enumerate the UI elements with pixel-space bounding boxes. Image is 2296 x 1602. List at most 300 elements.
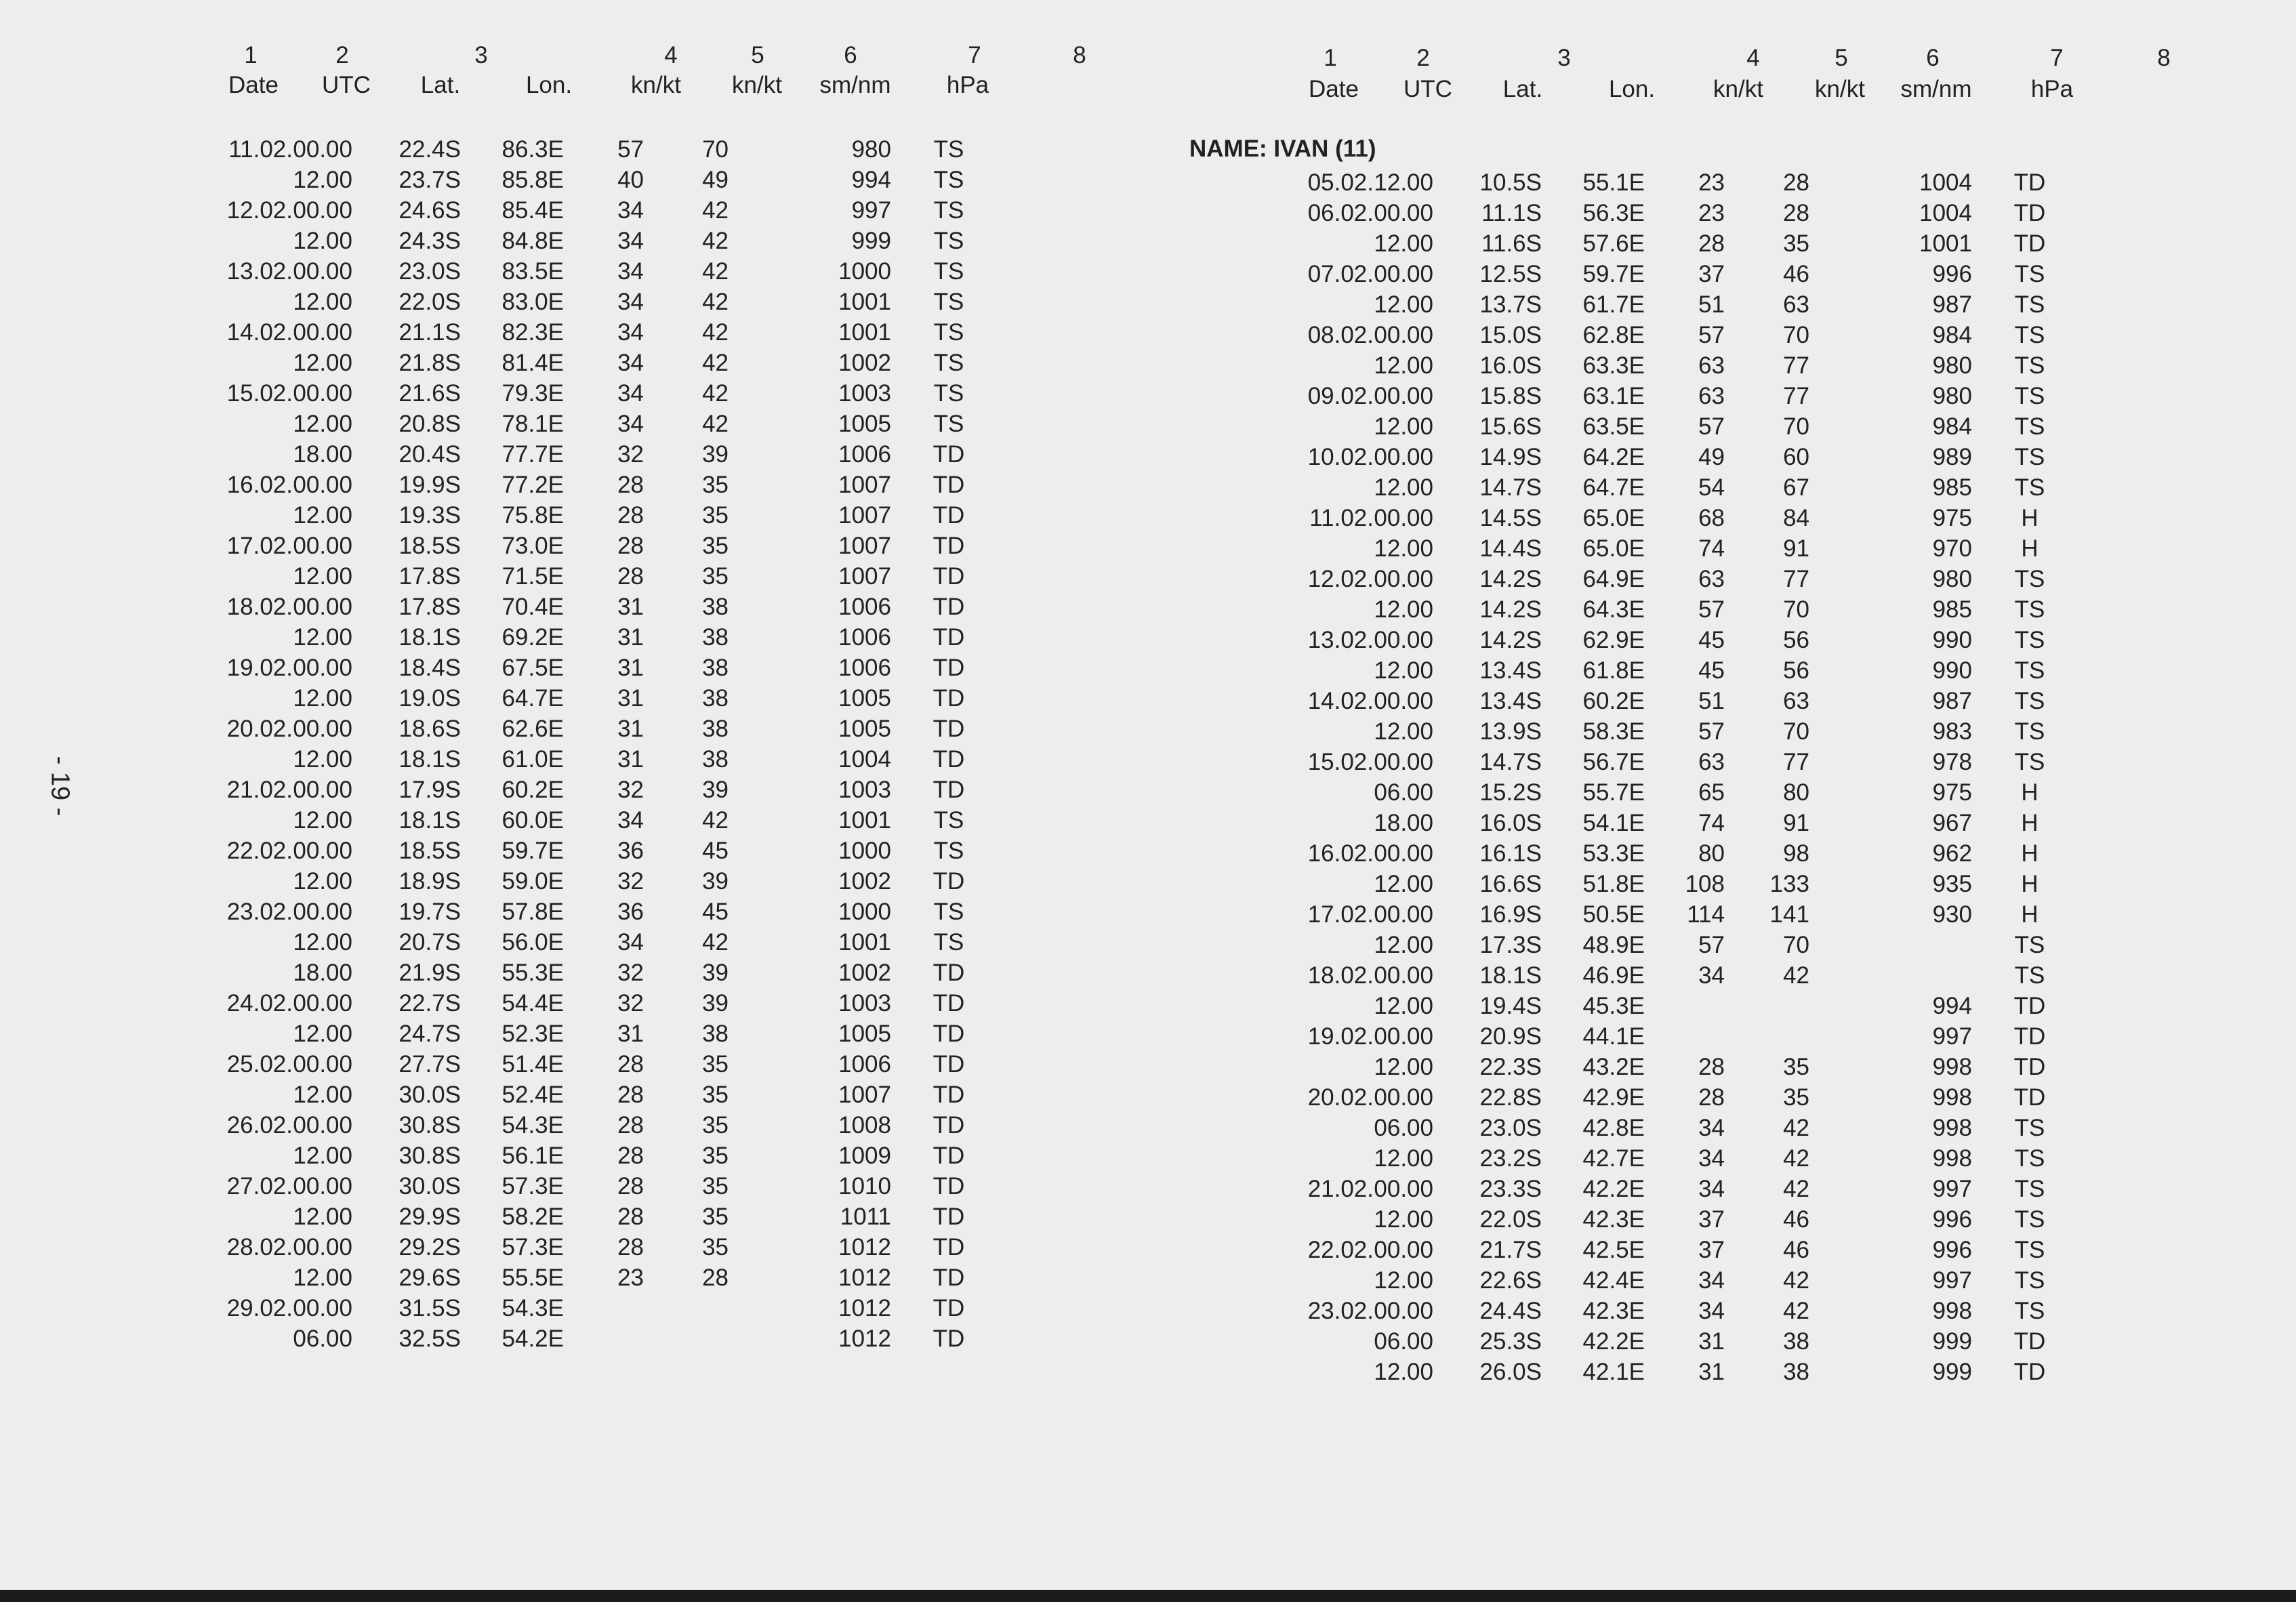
speed-cell: 51 — [1698, 291, 1725, 318]
pressure-cell: 998 — [1932, 1053, 1972, 1080]
right-col-num-7: 7 — [2050, 45, 2064, 71]
lat-cell: 17.8S — [398, 593, 461, 620]
lat-cell: 30.8S — [398, 1111, 461, 1138]
gust-cell: 35 — [702, 501, 729, 529]
lat-cell: 15.2S — [1479, 779, 1542, 806]
date-cell: 21.02. — [226, 776, 293, 803]
gust-cell: 42 — [1783, 1267, 1809, 1294]
pressure-cell: 1002 — [838, 959, 891, 986]
pressure-cell: 1005 — [838, 684, 891, 712]
gust-cell: 35 — [702, 471, 729, 498]
table-row — [210, 348, 1006, 378]
gust-cell: 35 — [702, 1111, 729, 1138]
gust-cell: 70 — [1783, 413, 1809, 440]
speed-cell: 57 — [1698, 931, 1725, 958]
pressure-cell: 1002 — [838, 349, 891, 376]
speed-cell: 34 — [1698, 1175, 1725, 1202]
pressure-cell: 989 — [1932, 443, 1972, 470]
lat-cell: 31.5S — [398, 1294, 461, 1321]
gust-cell: 35 — [702, 1081, 729, 1108]
utc-cell: 12.00 — [293, 745, 352, 773]
date-cell — [1291, 472, 1374, 503]
pressure-cell: 1001 — [1919, 230, 1972, 257]
speed-cell: 57 — [1698, 718, 1725, 745]
class-cell: TS — [2014, 596, 2045, 623]
gust-cell: 45 — [702, 837, 729, 864]
table-row — [1291, 1265, 2087, 1296]
lon-cell: 50.5E — [1582, 901, 1645, 928]
date-cell — [210, 226, 293, 256]
lon-cell: 63.1E — [1582, 382, 1645, 409]
lat-cell: 21.7S — [1479, 1236, 1542, 1263]
speed-cell: 37 — [1698, 1206, 1725, 1233]
date-cell — [1291, 869, 1374, 899]
speed-cell — [1645, 991, 1725, 1021]
speed-cell: 31 — [1698, 1328, 1725, 1355]
table-row — [210, 1202, 1006, 1232]
pressure-cell: 975 — [1932, 504, 1972, 531]
class-cell: TD — [932, 1325, 965, 1352]
pressure-cell: 1006 — [838, 654, 891, 681]
lon-cell: 63.3E — [1582, 352, 1645, 379]
gust-cell: 42 — [702, 288, 729, 315]
utc-cell: 12.00 — [293, 1264, 352, 1291]
class-cell: TD — [2013, 1328, 2046, 1355]
gust-cell: 35 — [1783, 230, 1809, 257]
gust-cell: 42 — [702, 349, 729, 376]
utc-cell: 00.00 — [1374, 504, 1433, 531]
lat-cell: 16.0S — [1479, 809, 1542, 836]
lat-cell: 22.6S — [1479, 1267, 1542, 1294]
lon-cell: 52.4E — [501, 1081, 564, 1108]
class-cell: TS — [2014, 1175, 2045, 1202]
lat-cell: 17.8S — [398, 562, 461, 590]
speed-cell: 34 — [617, 258, 644, 285]
table-row — [1291, 777, 2087, 808]
lon-cell: 62.9E — [1582, 626, 1645, 653]
pressure-cell: 1001 — [838, 928, 891, 956]
speed-cell: 31 — [617, 1020, 644, 1047]
date-cell: 05.02. — [1307, 169, 1374, 196]
lat-cell: 18.9S — [398, 867, 461, 895]
utc-cell: 00.00 — [293, 898, 352, 925]
speed-cell: 65 — [1698, 779, 1725, 806]
speed-cell: 45 — [1698, 626, 1725, 653]
utc-cell: 12.00 — [1374, 992, 1433, 1019]
pressure-cell: 1001 — [838, 319, 891, 346]
gust-cell — [644, 1293, 729, 1323]
class-cell: TD — [2013, 169, 2046, 196]
table-row — [1291, 625, 2087, 655]
pressure-cell: 1001 — [838, 806, 891, 834]
gust-cell: 38 — [702, 1020, 729, 1047]
right-unit-gust-kn: kn/kt — [1815, 76, 1865, 102]
lat-cell: 20.4S — [398, 440, 461, 468]
class-cell: TS — [2014, 626, 2045, 653]
lon-cell: 55.7E — [1582, 779, 1645, 806]
lat-cell: 29.2S — [398, 1233, 461, 1260]
lat-cell: 19.0S — [398, 684, 461, 712]
table-row — [1291, 991, 2087, 1021]
utc-cell: 00.00 — [293, 776, 352, 803]
speed-cell: 68 — [1698, 504, 1725, 531]
date-cell — [210, 622, 293, 653]
gust-cell: 38 — [1783, 1358, 1809, 1385]
lon-cell: 64.2E — [1582, 443, 1645, 470]
class-cell: TD — [932, 1172, 965, 1199]
table-row — [210, 1323, 1006, 1354]
class-cell: TS — [2014, 321, 2045, 348]
utc-cell: 18.00 — [293, 959, 352, 986]
date-cell: 14.02. — [226, 319, 293, 346]
utc-cell: 00.00 — [293, 989, 352, 1016]
lat-cell: 16.6S — [1479, 870, 1542, 897]
date-cell: 27.02. — [226, 1172, 293, 1199]
lat-cell: 27.7S — [398, 1050, 461, 1077]
table-row — [210, 1049, 1006, 1080]
utc-cell: 18.00 — [1374, 809, 1433, 836]
lon-cell: 85.8E — [501, 166, 564, 193]
class-cell: H — [2021, 840, 2038, 867]
pressure-cell: 998 — [1932, 1084, 1972, 1111]
pressure-cell: 1012 — [838, 1325, 891, 1352]
table-row — [1291, 838, 2087, 869]
date-cell — [210, 927, 293, 958]
pressure-cell: 1003 — [838, 776, 891, 803]
date-cell: 07.02. — [1307, 260, 1374, 287]
pressure-cell: 997 — [1932, 1267, 1972, 1294]
lon-cell: 56.7E — [1582, 748, 1645, 775]
table-row — [1291, 411, 2087, 442]
utc-cell: 00.00 — [293, 197, 352, 224]
date-cell — [1291, 991, 1374, 1021]
lat-cell: 30.0S — [398, 1081, 461, 1108]
utc-cell: 00.00 — [1374, 260, 1433, 287]
table-row — [1291, 259, 2087, 289]
gust-cell: 35 — [702, 1233, 729, 1260]
left-unit-lat: Lat. — [420, 72, 461, 98]
speed-cell: 32 — [617, 440, 644, 468]
utc-cell: 12.00 — [1374, 718, 1433, 745]
class-cell: TD — [932, 684, 965, 712]
utc-cell: 06.00 — [293, 1325, 352, 1352]
speed-cell: 28 — [617, 471, 644, 498]
lat-cell: 23.2S — [1479, 1145, 1542, 1172]
utc-cell: 12.00 — [293, 928, 352, 956]
table-row — [1291, 1052, 2087, 1082]
pressure-cell: 980 — [1932, 352, 1972, 379]
date-cell — [210, 561, 293, 592]
gust-cell: 42 — [702, 258, 729, 285]
date-cell: 28.02. — [226, 1233, 293, 1260]
speed-cell: 34 — [1698, 1267, 1725, 1294]
class-cell: TD — [2013, 1084, 2046, 1111]
date-cell: 21.02. — [1307, 1175, 1374, 1202]
date-cell — [1291, 777, 1374, 808]
date-cell — [1291, 808, 1374, 838]
lon-cell: 61.7E — [1582, 291, 1645, 318]
pressure-cell: 996 — [1932, 1236, 1972, 1263]
speed-cell: 36 — [617, 837, 644, 864]
left-unit-pressure: hPa — [946, 72, 989, 98]
utc-cell: 00.00 — [293, 1172, 352, 1199]
storm-name: NAME: IVAN (11) — [1189, 136, 1376, 162]
lat-cell: 21.6S — [398, 379, 461, 407]
gust-cell: 35 — [1783, 1053, 1809, 1080]
gust-cell: 84 — [1783, 504, 1809, 531]
table-row — [1291, 1235, 2087, 1265]
class-cell: TS — [933, 837, 964, 864]
pressure-cell: 930 — [1932, 901, 1972, 928]
gust-cell: 35 — [702, 532, 729, 559]
lon-cell: 67.5E — [501, 654, 564, 681]
speed-cell: 40 — [617, 166, 644, 193]
utc-cell: 00.00 — [293, 837, 352, 864]
date-cell: 10.02. — [1307, 443, 1374, 470]
class-cell: TD — [932, 593, 965, 620]
utc-cell: 12.00 — [1374, 870, 1433, 897]
lon-cell: 54.4E — [501, 989, 564, 1016]
speed-cell: 51 — [1698, 687, 1725, 714]
table-row — [1291, 1326, 2087, 1357]
speed-cell: 49 — [1698, 443, 1725, 470]
table-row — [210, 256, 1006, 287]
lon-cell: 56.3E — [1582, 199, 1645, 226]
table-row — [210, 317, 1006, 348]
table-row — [1291, 564, 2087, 594]
lat-cell: 18.1S — [1479, 962, 1542, 989]
lat-cell: 13.9S — [1479, 718, 1542, 745]
class-cell: H — [2021, 504, 2038, 531]
utc-cell: 00.00 — [293, 379, 352, 407]
lon-cell: 60.2E — [501, 776, 564, 803]
right-col-num-2: 2 — [1416, 45, 1430, 71]
date-cell — [210, 744, 293, 775]
speed-cell: 57 — [1698, 321, 1725, 348]
date-cell: 17.02. — [1307, 901, 1374, 928]
date-cell: 12.02. — [226, 197, 293, 224]
pressure-cell: 999 — [1932, 1328, 1972, 1355]
class-cell: TS — [2014, 413, 2045, 440]
speed-cell: 31 — [617, 593, 644, 620]
table-row — [210, 409, 1006, 439]
class-cell: TS — [2014, 962, 2045, 989]
lon-cell: 63.5E — [1582, 413, 1645, 440]
utc-cell: 12.00 — [293, 684, 352, 712]
utc-cell: 12.00 — [293, 227, 352, 254]
utc-cell: 12.00 — [1374, 535, 1433, 562]
date-cell — [1291, 930, 1374, 960]
date-cell — [210, 165, 293, 195]
date-cell — [1291, 411, 1374, 442]
class-cell: TS — [2014, 748, 2045, 775]
speed-cell: 54 — [1698, 474, 1725, 501]
date-cell: 23.02. — [1307, 1297, 1374, 1324]
date-cell: 23.02. — [226, 898, 293, 925]
utc-cell: 00.00 — [1374, 1236, 1433, 1263]
lon-cell: 64.3E — [1582, 596, 1645, 623]
speed-cell — [1645, 1021, 1725, 1052]
lon-cell: 64.7E — [501, 684, 564, 712]
speed-cell: 34 — [617, 806, 644, 834]
date-cell: 14.02. — [1307, 687, 1374, 714]
speed-cell: 37 — [1698, 260, 1725, 287]
utc-cell: 12.00 — [293, 1203, 352, 1230]
lon-cell: 73.0E — [501, 532, 564, 559]
lon-cell: 56.0E — [501, 928, 564, 956]
speed-cell: 23 — [1698, 169, 1725, 196]
class-cell: TD — [932, 1294, 965, 1321]
class-cell: TD — [932, 654, 965, 681]
class-cell: TD — [932, 1081, 965, 1108]
speed-cell: 63 — [1698, 382, 1725, 409]
right-col-num-3: 3 — [1557, 45, 1571, 71]
table-row — [210, 744, 1006, 775]
class-cell: TD — [932, 532, 965, 559]
lon-cell: 64.7E — [1582, 474, 1645, 501]
class-cell: TS — [933, 410, 964, 437]
lon-cell: 42.4E — [1582, 1267, 1645, 1294]
gust-cell: 77 — [1783, 748, 1809, 775]
speed-cell: 32 — [617, 959, 644, 986]
class-cell: TD — [2013, 1053, 2046, 1080]
lat-cell: 23.0S — [1479, 1114, 1542, 1141]
speed-cell: 28 — [617, 1233, 644, 1260]
lat-cell: 18.1S — [398, 806, 461, 834]
lon-cell: 59.7E — [501, 837, 564, 864]
pressure-cell: 999 — [1932, 1358, 1972, 1385]
table-row — [1291, 1082, 2087, 1113]
utc-cell: 00.00 — [1374, 840, 1433, 867]
table-row — [1291, 533, 2087, 564]
utc-cell: 12.00 — [293, 1081, 352, 1108]
class-cell: TD — [932, 1111, 965, 1138]
table-row — [210, 805, 1006, 836]
lat-cell: 29.6S — [398, 1264, 461, 1291]
table-row — [1291, 289, 2087, 320]
table-row — [210, 470, 1006, 500]
pressure-cell: 1007 — [838, 532, 891, 559]
speed-cell: 74 — [1698, 809, 1725, 836]
class-cell: TS — [2014, 687, 2045, 714]
table-row — [1291, 686, 2087, 716]
class-cell: TD — [932, 623, 965, 651]
lat-cell: 22.7S — [398, 989, 461, 1016]
lat-cell: 29.9S — [398, 1203, 461, 1230]
lon-cell: 65.0E — [1582, 504, 1645, 531]
class-cell: TD — [932, 1050, 965, 1077]
lat-cell: 30.8S — [398, 1142, 461, 1169]
speed-cell: 37 — [1698, 1236, 1725, 1263]
date-cell — [1291, 1113, 1374, 1143]
table-row — [1291, 655, 2087, 686]
table-row — [210, 500, 1006, 531]
utc-cell: 18.00 — [293, 440, 352, 468]
date-cell — [210, 683, 293, 714]
date-cell — [210, 805, 293, 836]
speed-cell: 63 — [1698, 748, 1725, 775]
pressure-cell: 996 — [1932, 1206, 1972, 1233]
right-col-num-1: 1 — [1324, 45, 1337, 71]
pressure-cell: 1004 — [1919, 199, 1972, 226]
pressure-cell: 1006 — [838, 1050, 891, 1077]
table-row — [1291, 198, 2087, 228]
table-row — [210, 287, 1006, 317]
class-cell: TD — [932, 440, 965, 468]
speed-cell: 34 — [617, 227, 644, 254]
gust-cell: 38 — [702, 623, 729, 651]
date-cell: 18.02. — [1307, 962, 1374, 989]
class-cell: TS — [2014, 352, 2045, 379]
class-cell: TS — [933, 197, 964, 224]
date-cell — [210, 1019, 293, 1049]
lon-cell: 42.8E — [1582, 1114, 1645, 1141]
pressure-cell: 1008 — [838, 1111, 891, 1138]
table-row — [210, 866, 1006, 897]
lon-cell: 42.7E — [1582, 1145, 1645, 1172]
date-cell — [210, 1080, 293, 1110]
lon-cell: 42.2E — [1582, 1175, 1645, 1202]
utc-cell: 00.00 — [293, 1050, 352, 1077]
pressure-cell: 996 — [1932, 260, 1972, 287]
pressure-cell: 990 — [1932, 626, 1972, 653]
lat-cell: 22.3S — [1479, 1053, 1542, 1080]
lat-cell: 11.1S — [1481, 199, 1542, 226]
speed-cell: 34 — [617, 349, 644, 376]
class-cell: H — [2021, 870, 2038, 897]
left-col-num-8: 8 — [1073, 42, 1086, 68]
speed-cell: 28 — [617, 562, 644, 590]
lat-cell: 16.9S — [1479, 901, 1542, 928]
gust-cell: 63 — [1783, 687, 1809, 714]
lat-cell: 25.3S — [1479, 1328, 1542, 1355]
bottom-border — [0, 1590, 2296, 1602]
class-cell: H — [2021, 901, 2038, 928]
lon-cell: 45.3E — [1582, 992, 1645, 1019]
class-cell: TD — [932, 471, 965, 498]
left-unit-lon: Lon. — [525, 72, 573, 98]
utc-cell: 00.00 — [1374, 321, 1433, 348]
class-cell: TS — [933, 288, 964, 315]
pressure-cell: 998 — [1932, 1114, 1972, 1141]
lon-cell: 55.3E — [501, 959, 564, 986]
speed-cell: 31 — [617, 684, 644, 712]
class-cell: TD — [2013, 230, 2046, 257]
pressure-cell: 1006 — [838, 623, 891, 651]
pressure-cell: 985 — [1932, 474, 1972, 501]
pressure-cell: 970 — [1932, 535, 1972, 562]
gust-cell: 63 — [1783, 291, 1809, 318]
lat-cell: 14.9S — [1479, 443, 1542, 470]
lon-cell: 61.8E — [1582, 657, 1645, 684]
date-cell: 15.02. — [226, 379, 293, 407]
lat-cell: 19.4S — [1479, 992, 1542, 1019]
lat-cell: 23.7S — [398, 166, 461, 193]
class-cell: TS — [933, 227, 964, 254]
date-cell — [1291, 1052, 1374, 1082]
speed-cell: 34 — [1698, 962, 1725, 989]
lon-cell: 60.2E — [1582, 687, 1645, 714]
lat-cell: 23.0S — [398, 258, 461, 285]
lon-cell: 46.9E — [1582, 962, 1645, 989]
lat-cell: 21.8S — [398, 349, 461, 376]
speed-cell: 63 — [1698, 565, 1725, 592]
utc-cell: 12.00 — [1374, 230, 1433, 257]
gust-cell: 42 — [702, 928, 729, 956]
speed-cell: 36 — [617, 898, 644, 925]
lat-cell: 14.7S — [1479, 474, 1542, 501]
speed-cell: 57 — [1698, 413, 1725, 440]
